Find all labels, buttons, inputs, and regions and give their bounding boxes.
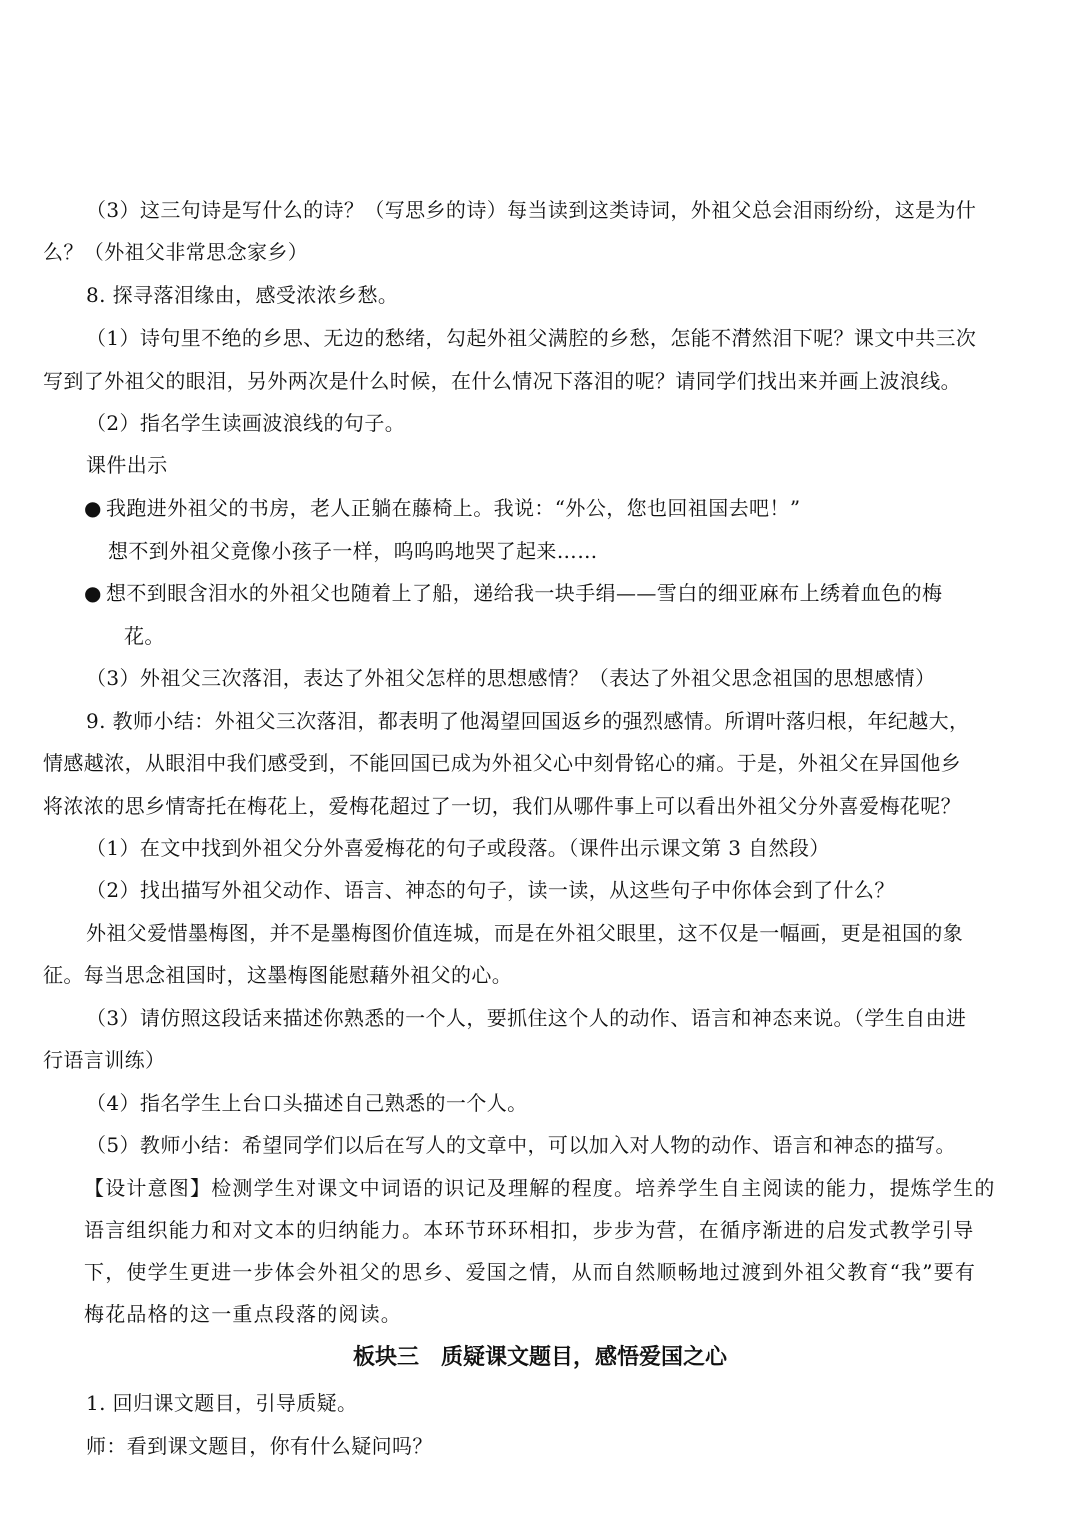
design-intent-line: 语言组织能力和对文本的归纳能力。本环节环环相扣，步步为营，在循序渐进的启发式教学引导 bbox=[84, 1218, 975, 1242]
paragraph-line: 将浓浓的思乡情寄托在梅花上，爱梅花超过了一切，我们从哪件事上可以看出外祖父分外喜爱梅花呢？ bbox=[43, 794, 961, 818]
paragraph-line: 写到了外祖父的眼泪，另外两次是什么时候，在什么情况下落泪的呢？请同学们找出来并画上波浪线。 bbox=[43, 369, 961, 393]
bullet-icon: ● bbox=[84, 496, 102, 520]
paragraph-line: （1）在文中找到外祖父分外喜爱梅花的句子或段落。（课件出示课文第 3 自然段） bbox=[86, 836, 830, 860]
paragraph-line: 8. 探寻落泪缘由，感受浓浓乡愁。 bbox=[86, 283, 399, 307]
paragraph-line: 师：看到课文题目，你有什么疑问吗？ bbox=[86, 1434, 433, 1458]
paragraph-line: （3）这三句诗是写什么的诗？（写思乡的诗）每当读到这类诗词，外祖父总会泪雨纷纷，这是为什 bbox=[86, 198, 977, 222]
paragraph-line: （1）诗句里不绝的乡思、无边的愁绪，勾起外祖父满腔的乡愁，怎能不潸然泪下呢？课文中共三次 bbox=[86, 326, 977, 350]
paragraph-line: 1. 回归课文题目，引导质疑。 bbox=[86, 1391, 358, 1415]
bullet-text: 想不到眼含泪水的外祖父也随着上了船，递给我一块手绢——雪白的细亚麻布上绣着血色的梅 bbox=[106, 581, 943, 605]
paragraph-line: 征。每当思念祖国时，这墨梅图能慰藉外祖父的心。 bbox=[43, 963, 513, 987]
paragraph-line: （5）教师小结：希望同学们以后在写人的文章中，可以加入对人物的动作、语言和神态的描写。 bbox=[86, 1133, 956, 1157]
design-intent-line: 【设计意图】检测学生对课文中词语的识记及理解的程度。培养学生自主阅读的能力，提炼学生的 bbox=[84, 1176, 996, 1200]
paragraph-line: 情感越浓，从眼泪中我们感受到，不能回国已成为外祖父心中刻骨铭心的痛。于是，外祖父在异国他乡 bbox=[43, 751, 961, 775]
paragraph-line: 外祖父爱惜墨梅图，并不是墨梅图价值连城，而是在外祖父眼里，这不仅是一幅画，更是祖国的象 bbox=[86, 921, 964, 945]
design-intent-line: 下，使学生更进一步体会外祖父的思乡、爱国之情，从而自然顺畅地过渡到外祖父教育“我”要有 bbox=[84, 1260, 977, 1284]
paragraph-line: 么？（外祖父非常思念家乡） bbox=[43, 240, 309, 264]
bullet-icon: ● bbox=[84, 581, 102, 605]
bullet-text: 我跑进外祖父的书房，老人正躺在藤椅上。我说：“外公，您也回祖国去吧！” bbox=[106, 496, 801, 520]
paragraph-line: （4）指名学生上台口头描述自己熟悉的一个人。 bbox=[86, 1091, 528, 1115]
paragraph-line: 课件出示 bbox=[86, 453, 168, 477]
bullet-continuation: 想不到外祖父竟像小孩子一样，呜呜呜地哭了起来…… bbox=[108, 539, 598, 563]
bullet-item bbox=[84, 494, 800, 522]
bullet-continuation: 花。 bbox=[124, 624, 165, 648]
bullet-item bbox=[84, 579, 942, 607]
design-intent-line: 梅花品格的这一重点段落的阅读。 bbox=[84, 1302, 402, 1326]
paragraph-line: （2）找出描写外祖父动作、语言、神态的句子，读一读，从这些句子中你体会到了什么？ bbox=[86, 878, 895, 902]
paragraph-line: 9. 教师小结：外祖父三次落泪，都表明了他渴望回国返乡的强烈感情。所谓叶落归根，年纪越大， bbox=[86, 709, 970, 733]
paragraph-line: （3）外祖父三次落泪，表达了外祖父怎样的思想感情？（表达了外祖父思念祖国的思想感情） bbox=[86, 666, 936, 690]
section-heading: 板块三 质疑课文题目，感悟爱国之心 bbox=[352, 1345, 727, 1370]
paragraph-line: （3）请仿照这段话来描述你熟悉的一个人，要抓住这个人的动作、语言和神态来说。（学生自由进 bbox=[86, 1006, 967, 1030]
paragraph-line: 行语言训练） bbox=[43, 1048, 166, 1072]
paragraph-line: （2）指名学生读画波浪线的句子。 bbox=[86, 411, 406, 435]
